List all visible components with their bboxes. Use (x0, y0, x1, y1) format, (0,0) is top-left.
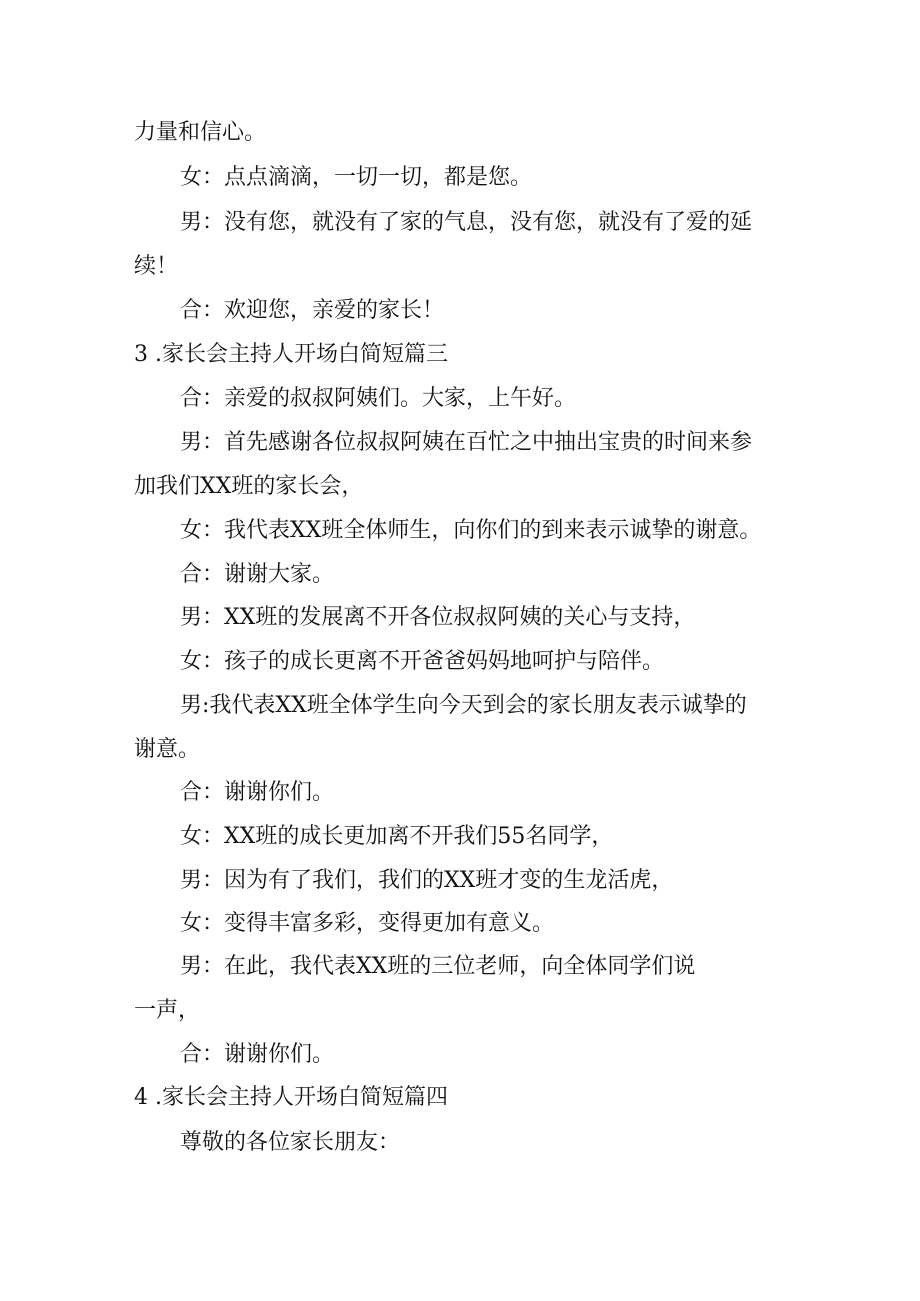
paragraph-line: 男：XX班的发展离不开各位叔叔阿姨的关心与支持， (180, 605, 696, 630)
paragraph-line: 合：欢迎您，亲爱的家长！ (180, 298, 445, 323)
paragraph-line: 合：谢谢你们。 (180, 1042, 335, 1067)
paragraph-line: 女：变得丰富多彩，变得更加有意义。 (180, 911, 555, 936)
paragraph-line: 续！ (134, 254, 179, 279)
paragraph-line: 合：谢谢你们。 (180, 780, 335, 805)
paragraph-line: 男：在此，我代表XX班的三位老师，向全体同学们说 (180, 954, 696, 979)
paragraph-line: 男:我代表XX班全体学生向今天到会的家长朋友表示诚挚的 (180, 693, 747, 718)
paragraph-line: 男：首先感谢各位叔叔阿姨在百忙之中抽出宝贵的时间来参 (180, 430, 753, 455)
section-heading: 4 .家长会主持人开场白简短篇四 (134, 1085, 448, 1110)
paragraph-line: 力量和信心。 (134, 120, 267, 145)
paragraph-line: 女：XX班的成长更加离不开我们55名同学， (180, 824, 614, 849)
paragraph-line: 女：孩子的成长更离不开爸爸妈妈地呵护与陪伴。 (180, 649, 665, 674)
paragraph-line: 尊敬的各位家长朋友： (180, 1130, 401, 1155)
paragraph-line: 女：我代表XX班全体师生，向你们的到来表示诚挚的谢意。 (180, 518, 762, 543)
paragraph-line: 谢意。 (134, 737, 201, 762)
paragraph-line: 男：没有您，就没有了家的气息，没有您，就没有了爱的延 (180, 210, 753, 235)
paragraph-line: 一声， (134, 998, 201, 1023)
paragraph-line: 合：亲爱的叔叔阿姨们。大家，上午好。 (180, 386, 577, 411)
section-heading: 3 .家长会主持人开场白简短篇三 (134, 342, 448, 367)
paragraph-line: 加我们XX班的家长会， (134, 474, 364, 499)
paragraph-line: 男：因为有了我们，我们的XX班才变的生龙活虎， (180, 868, 674, 893)
paragraph-line: 合：谢谢大家。 (180, 562, 335, 587)
paragraph-line: 女：点点滴滴，一切一切，都是您。 (180, 165, 533, 190)
